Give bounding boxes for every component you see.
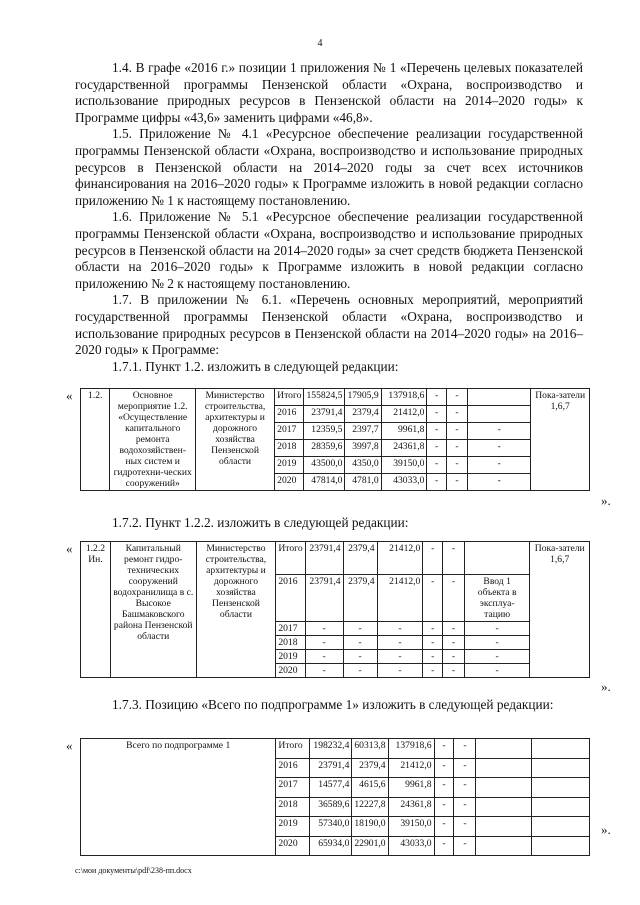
result-cell	[464, 542, 530, 575]
federal-cell: 17905,9	[345, 389, 381, 406]
municipal-cell: -	[434, 817, 454, 837]
result-cell: Ввод 1 объекта в эксплуа-тацию	[464, 575, 530, 622]
regional-cell: 137918,6	[381, 389, 427, 406]
indicator-cell	[532, 758, 590, 778]
extra-cell: -	[446, 423, 467, 440]
regional-cell: 137918,6	[388, 739, 434, 759]
extra-cell: -	[454, 817, 476, 837]
municipal-cell: -	[423, 636, 443, 650]
year-cell: 2018	[276, 636, 305, 650]
activity-name: Капитальный ремонт гидро-технических сооружений водохранилища в с. Высокое Башмаковского района Пензенской области	[110, 542, 196, 678]
year-cell: 2020	[276, 664, 305, 678]
regional-cell: -	[377, 636, 423, 650]
regional-cell: 43033,0	[381, 474, 427, 491]
total-cell: -	[305, 622, 343, 636]
year-cell: 2016	[276, 575, 305, 622]
extra-cell: -	[454, 739, 476, 759]
total-cell: 36589,6	[310, 797, 352, 817]
year-cell: 2017	[276, 622, 305, 636]
year-cell: 2019	[276, 817, 310, 837]
indicator-cell: Пока-затели 1,6,7	[530, 542, 590, 678]
federal-cell: -	[343, 650, 377, 664]
municipal-cell: -	[434, 836, 454, 856]
regional-cell: 21412,0	[381, 406, 427, 423]
executor: Министерство строительства, архитектуры и дорожного хозяйства Пензенской области	[195, 389, 274, 491]
regional-cell: -	[377, 622, 423, 636]
municipal-cell: -	[423, 542, 443, 575]
municipal-cell: -	[434, 739, 454, 759]
indicator-cell	[532, 817, 590, 837]
regional-cell: 21412,0	[377, 575, 423, 622]
result-cell: -	[464, 622, 530, 636]
total-cell: 28359,6	[304, 440, 345, 457]
quote-close: ».	[601, 679, 611, 694]
result-cell: -	[468, 457, 531, 474]
indicator-cell	[532, 797, 590, 817]
municipal-cell: -	[427, 474, 446, 491]
municipal-cell: -	[423, 575, 443, 622]
extra-cell: -	[454, 758, 476, 778]
total-cell: -	[305, 664, 343, 678]
item-number: 1.2.	[81, 389, 110, 491]
page-number: 4	[317, 38, 323, 49]
paragraph-1-5: 1.5. Приложение № 4.1 «Ресурсное обеспечение реализации государственной программы Пензенской области «Охрана, воспроизводство и использование природных ресурсов в Пензенской области на 2014–2020 годы за счет всех источников финансирования на 2016–2020 годы» к Программе изложить в новой редакции согласно приложению № 1 к настоящему постановлению.	[75, 126, 583, 208]
municipal-cell: -	[434, 797, 454, 817]
extra-cell: -	[443, 664, 465, 678]
extra-cell: -	[446, 406, 467, 423]
total-cell: 23791,4	[305, 542, 343, 575]
extra-cell: -	[446, 389, 467, 406]
federal-cell: 4615,6	[352, 778, 388, 798]
regional-cell: 24361,8	[381, 440, 427, 457]
municipal-cell: -	[427, 423, 446, 440]
year-cell: Итого	[276, 542, 305, 575]
municipal-cell: -	[427, 440, 446, 457]
extra-cell: -	[446, 457, 467, 474]
result-cell: -	[464, 650, 530, 664]
total-cell: 43500,0	[304, 457, 345, 474]
indicator-cell	[532, 778, 590, 798]
result-cell: -	[468, 474, 531, 491]
extra-cell: -	[443, 636, 465, 650]
result-cell	[476, 797, 532, 817]
extra-cell: -	[443, 542, 465, 575]
extra-cell: -	[454, 797, 476, 817]
municipal-cell: -	[434, 778, 454, 798]
quote-open: «	[66, 738, 73, 753]
result-cell: -	[468, 440, 531, 457]
extra-cell: -	[446, 474, 467, 491]
paragraph-1-6: 1.6. Приложение № 5.1 «Ресурсное обеспечение реализации государственной программы Пензенской области «Охрана, воспроизводство и использование природных ресурсов в Пензенской области на 2014–2020 годы» за счет средств бюджета Пензенской области на 2016–2020 годы» к Программе изложить в новой редакции согласно приложению № 2 к настоящему постановлению.	[75, 209, 583, 291]
year-cell: 2018	[275, 440, 304, 457]
municipal-cell: -	[434, 758, 454, 778]
year-cell: 2016	[276, 758, 310, 778]
year-cell: 2020	[275, 474, 304, 491]
total-cell: 198232,4	[310, 739, 352, 759]
regional-cell: 21412,0	[388, 758, 434, 778]
federal-cell: 18190,0	[352, 817, 388, 837]
subparagraph-1-7-3: 1.7.3. Позицию «Всего по подпрограмме 1» изложить в следующей редакции:	[112, 697, 554, 712]
result-cell	[468, 389, 531, 406]
federal-cell: -	[343, 636, 377, 650]
regional-cell: -	[377, 650, 423, 664]
total-cell: 23791,4	[305, 575, 343, 622]
result-cell	[476, 758, 532, 778]
result-cell: -	[468, 423, 531, 440]
municipal-cell: -	[427, 457, 446, 474]
federal-cell: 4781,0	[345, 474, 381, 491]
executor: Министерство строительства, архитектуры и дорожного хозяйства Пензенской области	[196, 542, 276, 678]
federal-cell: 2379,4	[343, 542, 377, 575]
result-cell	[468, 406, 531, 423]
federal-cell: 2379,4	[343, 575, 377, 622]
total-cell: 47814,0	[304, 474, 345, 491]
year-cell: 2018	[276, 797, 310, 817]
federal-cell: 2397,7	[345, 423, 381, 440]
federal-cell: 22901,0	[352, 836, 388, 856]
table-row	[81, 542, 590, 575]
paragraph-1-7: 1.7. В приложении № 6.1. «Перечень основных мероприятий, мероприятий государственной программы Пензенской области «Охрана, воспроизводство и использование природных ресурсов в Пензенской области на 2014–2020 годы» на 2016–2020 годы» к Программе:	[75, 292, 583, 358]
item-number: 1.2.2 Ин.	[81, 542, 111, 678]
regional-cell: 39150,0	[381, 457, 427, 474]
subparagraph-1-7-1: 1.7.1. Пункт 1.2. изложить в следующей редакции:	[112, 358, 399, 374]
regional-cell: -	[377, 664, 423, 678]
activity-name: Основное мероприятие 1.2. «Осуществление капитального ремонта водохозяйствен-ных систем и гидротехни-ческих сооружений»	[110, 389, 195, 491]
table-row	[81, 389, 590, 406]
federal-cell: 2379,4	[345, 406, 381, 423]
regional-cell: 21412,0	[377, 542, 423, 575]
result-cell	[476, 778, 532, 798]
result-cell: -	[464, 636, 530, 650]
quote-close: ».	[601, 822, 611, 837]
federal-cell: 60313,8	[352, 739, 388, 759]
municipal-cell: -	[427, 406, 446, 423]
municipal-cell: -	[423, 650, 443, 664]
quote-open: «	[66, 541, 73, 556]
indicator-cell	[532, 739, 590, 759]
regional-cell: 9961,8	[381, 423, 427, 440]
regional-cell: 24361,8	[388, 797, 434, 817]
total-cell: 155824,5	[304, 389, 345, 406]
extra-cell: -	[454, 836, 476, 856]
total-cell: 23791,4	[304, 406, 345, 423]
total-cell: 23791,4	[310, 758, 352, 778]
year-cell: 2017	[275, 423, 304, 440]
table-item-1-2	[80, 388, 590, 491]
extra-cell: -	[443, 650, 465, 664]
regional-cell: 39150,0	[388, 817, 434, 837]
regional-cell: 43033,0	[388, 836, 434, 856]
extra-cell: -	[454, 778, 476, 798]
federal-cell: 2379,4	[352, 758, 388, 778]
year-cell: 2017	[276, 778, 310, 798]
year-cell: 2019	[276, 650, 305, 664]
result-cell: -	[464, 664, 530, 678]
quote-open: «	[66, 388, 73, 403]
subparagraph-1-7-2: 1.7.2. Пункт 1.2.2. изложить в следующей редакции:	[112, 515, 409, 530]
federal-cell: 3997,8	[345, 440, 381, 457]
year-cell: 2019	[275, 457, 304, 474]
regional-cell: 9961,8	[388, 778, 434, 798]
result-cell	[476, 739, 532, 759]
municipal-cell: -	[427, 389, 446, 406]
total-cell: -	[305, 636, 343, 650]
total-cell: 65934,0	[310, 836, 352, 856]
year-cell: Итого	[276, 739, 310, 759]
total-cell: -	[305, 650, 343, 664]
indicator-cell	[532, 836, 590, 856]
extra-cell: -	[446, 440, 467, 457]
quote-close: ».	[601, 493, 611, 508]
total-cell: 14577,4	[310, 778, 352, 798]
federal-cell: -	[343, 664, 377, 678]
table-item-1-2-2	[80, 541, 590, 678]
total-cell: 57340,0	[310, 817, 352, 837]
indicator-cell: Пока-затели 1,6,7	[531, 389, 590, 491]
result-cell	[476, 817, 532, 837]
subprogram-label: Всего по подпрограмме 1	[81, 739, 276, 856]
document-body	[75, 60, 583, 375]
extra-cell: -	[443, 575, 465, 622]
table-row	[81, 739, 590, 759]
federal-cell: 12227,8	[352, 797, 388, 817]
municipal-cell: -	[423, 664, 443, 678]
federal-cell: 4350,0	[345, 457, 381, 474]
year-cell: 2016	[275, 406, 304, 423]
municipal-cell: -	[423, 622, 443, 636]
year-cell: Итого	[275, 389, 304, 406]
file-path-footer: c:\мои документы\pdf\238-пп.docx	[75, 866, 192, 875]
year-cell: 2020	[276, 836, 310, 856]
paragraph-1-4: 1.4. В графе «2016 г.» позиции 1 приложения № 1 «Перечень целевых показателей государственной программы Пензенской области «Охрана, воспроизводство и использование природных ресурсов в Пензенской области на 2014–2020 годы» к Программе цифры «43,6» заменить цифрами «46,8».	[75, 60, 583, 125]
extra-cell: -	[443, 622, 465, 636]
federal-cell: -	[343, 622, 377, 636]
total-cell: 12359,5	[304, 423, 345, 440]
table-subprogram-total	[80, 738, 590, 856]
result-cell	[476, 836, 532, 856]
